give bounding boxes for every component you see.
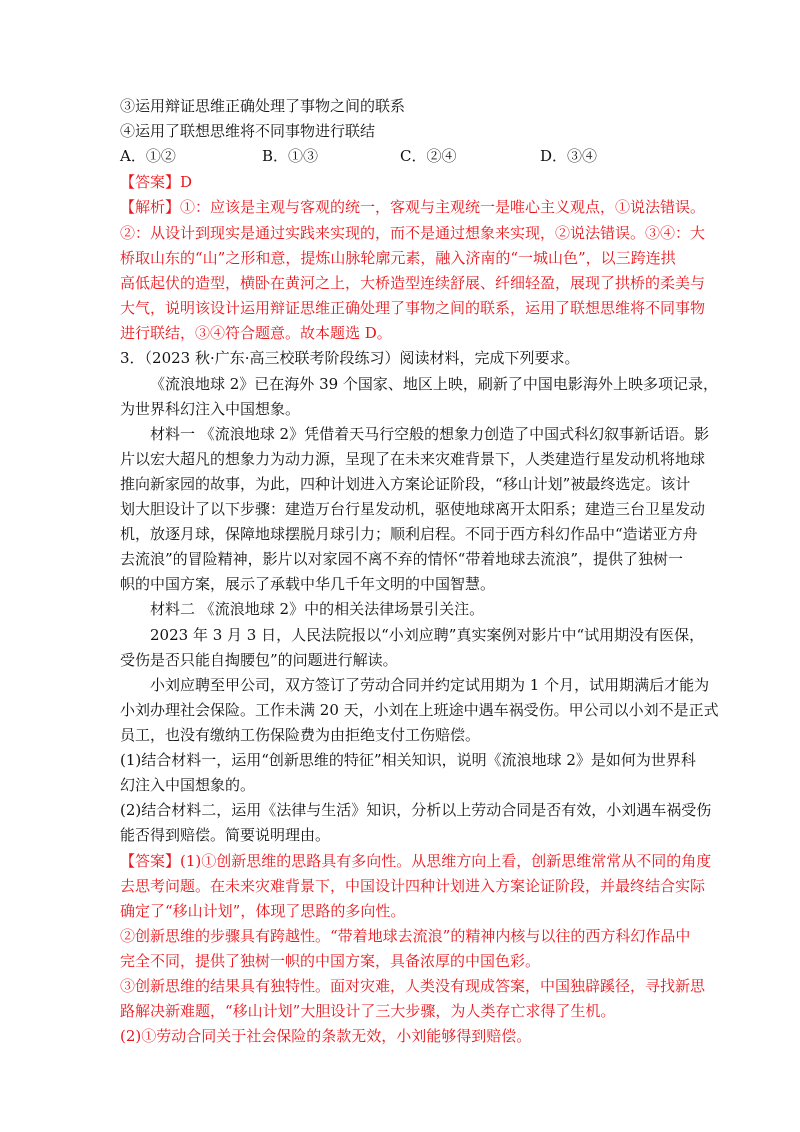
q3-question-line: (2)结合材料二，运用《法律与生活》知识，分析以上劳动合同是否有效，小刘遇车祸受伤: [120, 801, 712, 819]
q3-material-line: 受伤是否只能自掏腰包”的问题进行解读。: [120, 651, 398, 669]
q3-answer-line: 完全不同，提供了独树一帜的中国方案，具备浓厚的中国色彩。: [120, 952, 541, 970]
q3-material-line: 员工，也没有缴纳工伤保险费为由拒绝支付工伤赔偿。: [120, 726, 481, 744]
q3-header: 3．（2023 秋·广东·高三校联考阶段练习）阅读材料，完成下列要求。: [120, 349, 580, 367]
q3-answer-line: 路解决新难题，“移山计划”大胆设计了三大步骤，为人类存亡求得了生机。: [120, 1002, 616, 1020]
q3-material-line: 小刘应聘至甲公司，双方签订了劳动合同并约定试用期为 1 个月，试用期满后才能为: [150, 676, 710, 694]
option-a: A．①②: [120, 147, 176, 165]
q3-answer-line: (2)①劳动合同关于社会保险的条款无效，小刘能够得到赔偿。: [120, 1027, 532, 1045]
q3-material-line: 片以宏大超凡的想象力为动力源，呈现了在未来灾难背景下，人类建造行星发动机将地球: [120, 450, 706, 468]
q3-question-line: 幻注入中国想象的。: [120, 776, 256, 794]
q3-material-line: 机，放逐月球，保障地球摆脱月球引力；顺利启程。不同于西方科幻作品中“造诺亚方舟: [120, 525, 698, 543]
q2-analysis-line: 高低起伏的造型，横卧在黄河之上，大桥造型连续舒展、纤细轻盈，展现了拱桥的柔美与: [120, 274, 706, 292]
analysis-label: 【解析】: [120, 198, 181, 216]
q3-material-line: 帜的中国方案，展示了承载中华几千年文明的中国智慧。: [120, 575, 496, 593]
q2-item-3: ③运用辩证思维正确处理了事物之间的联系: [120, 97, 406, 115]
q3-material-line: 材料二 《流浪地球 2》中的相关法律场景引关注。: [150, 600, 485, 618]
q2-analysis-line: 大气，说明该设计运用辩证思维正确处理了事物之间的联系，运用了联想思维将不同事物: [120, 299, 706, 317]
q3-answer-line: ③创新思维的结果具有独特性。面对灾难，人类没有现成答案，中国独辟蹊径，寻找新思: [120, 977, 706, 995]
q2-analysis-line: 进行联结，③④符合题意。故本题选 D。: [120, 324, 392, 342]
q3-material-line: 推向新家园的故事，为此，四种计划进入方案论证阶段，“移山计划”被最终选定。该计: [120, 475, 691, 493]
q3-material-line: 为世界科幻注入中国想象。: [120, 400, 301, 418]
q3-material-line: 材料一 《流浪地球 2》凭借着天马行空般的想象力创造了中国式科幻叙事新话语。影: [150, 425, 710, 443]
analysis-text: ①：应该是主观与客观的统一，客观与主观统一是唯心主义观点，①说法错误。: [180, 198, 706, 216]
q3-material-line: 2023 年 3 月 3 日，人民法院报以“小刘应聘”真实案例对影片中“试用期没有医保，: [150, 626, 705, 644]
option-b: B．①③: [262, 147, 319, 165]
q2-answer: [120, 172, 192, 192]
option-c: C．②④: [400, 147, 457, 165]
q3-answer-line: 去思考问题。在未来灾难背景下，中国设计四种计划进入方案论证阶段，并最终结合实际: [120, 877, 706, 895]
q3-material-line: 去流浪”的冒险精神，影片以对家园不离不弃的情怀“带着地球去流浪”，提供了独树一: [120, 550, 684, 568]
option-d: D．③④: [540, 147, 598, 165]
answer-text: (1)①创新思维的思路具有多向性。从思维方向上看，创新思维常常从不同的角度: [180, 852, 712, 870]
answer-label: 【答案】: [120, 173, 181, 191]
q3-question-line: 能否得到赔偿。简要说明理由。: [120, 826, 331, 844]
q3-material-line: 小刘办理社会保险。工作未满 20 天，小刘在上班途中遇车祸受伤。甲公司以小刘不是正式: [120, 701, 719, 719]
q3-question-line: (1)结合材料一，运用“创新思维的特征”相关知识，说明《流浪地球 2》是如何为世界科: [120, 751, 696, 769]
q3-material-line: 《流浪地球 2》已在海外 39 个国家、地区上映，刷新了中国电影海外上映多项记录，: [150, 375, 718, 393]
q3-material-line: 划大胆设计了以下步骤：建造万台行星发动机，驱使地球离开太阳系；建造三台卫星发动: [120, 500, 706, 518]
q3-answer-line: [120, 851, 711, 871]
q2-item-4: ④运用了联想思维将不同事物进行联结: [120, 122, 376, 140]
answer-value: D: [180, 173, 193, 191]
q2-analysis-line: ②：从设计到现实是通过实践来实现的，而不是通过想象来实现，②说法错误。③④：大: [120, 224, 706, 242]
q3-answer-line: 确定了“移山计划”，体现了思路的多向性。: [120, 902, 406, 920]
q2-analysis-line: 桥取山东的“山”之形和意，提炼山脉轮廓元素，融入济南的“一城山色”，以三跨连拱: [120, 249, 676, 267]
q2-analysis-line: [120, 197, 705, 217]
answer-label: 【答案】: [120, 852, 181, 870]
q3-answer-line: ②创新思维的步骤具有跨越性。“带着地球去流浪”的精神内核与以往的西方科幻作品中: [120, 927, 691, 945]
